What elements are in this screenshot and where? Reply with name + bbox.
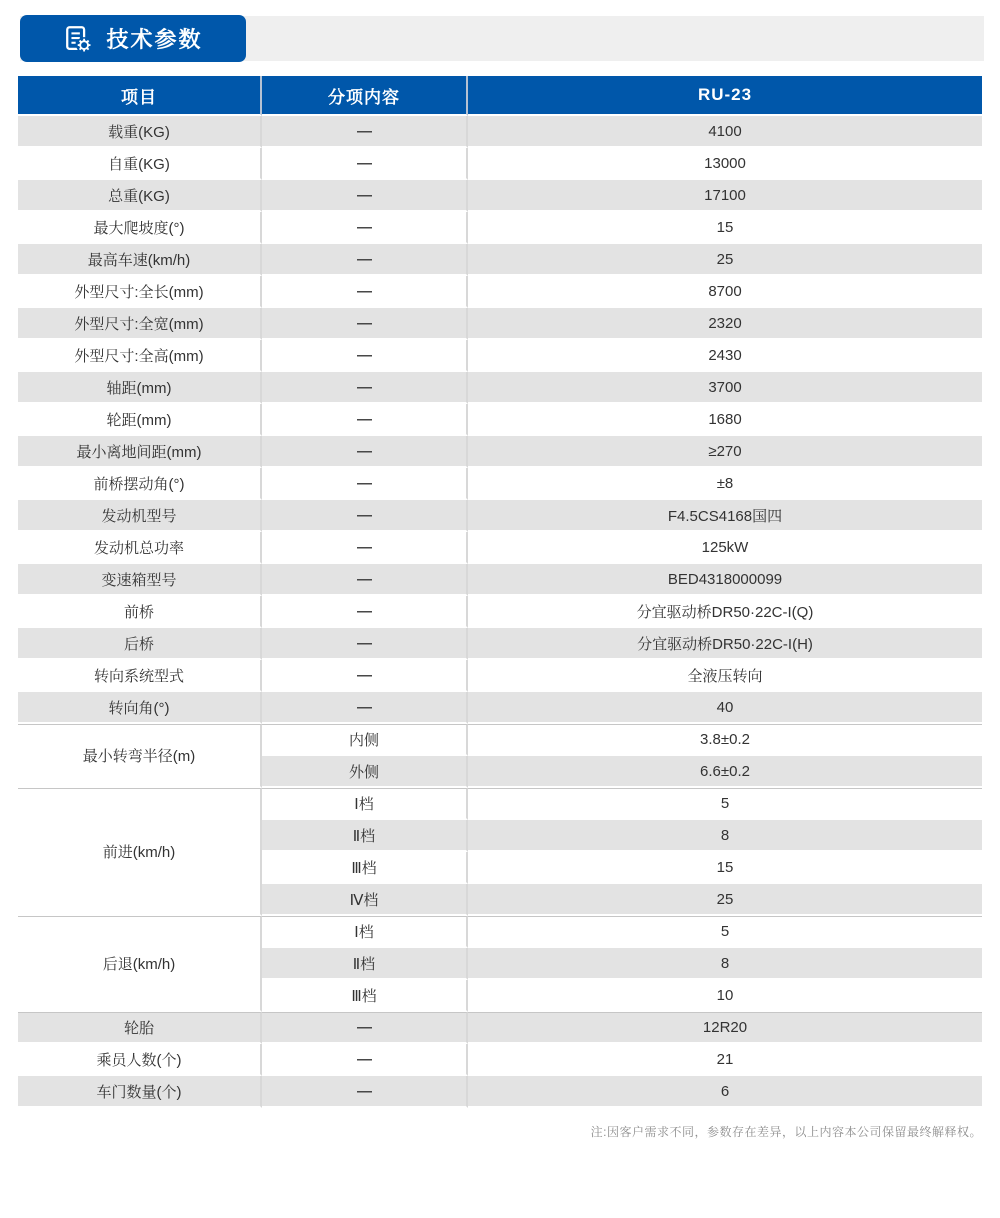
item-cell: 发动机总功率 bbox=[18, 532, 262, 564]
sub-cell: — bbox=[262, 244, 468, 276]
item-cell: 最大爬坡度(°) bbox=[18, 212, 262, 244]
sub-cell: — bbox=[262, 372, 468, 404]
value-cell: ≥270 bbox=[468, 436, 982, 468]
item-cell: 发动机型号 bbox=[18, 500, 262, 532]
table-row bbox=[18, 628, 982, 660]
item-cell: 转向角(°) bbox=[18, 692, 262, 724]
sub-cell: — bbox=[262, 148, 468, 180]
table-row bbox=[18, 372, 982, 404]
sub-cell: — bbox=[262, 1012, 468, 1044]
value-cell: BED4318000099 bbox=[468, 564, 982, 596]
value-cell: 8700 bbox=[468, 276, 982, 308]
value-cell: 6.6±0.2 bbox=[468, 756, 982, 788]
table-row bbox=[18, 180, 982, 212]
table-row bbox=[18, 916, 982, 948]
sub-cell: — bbox=[262, 308, 468, 340]
table-row bbox=[18, 148, 982, 180]
value-cell: 3700 bbox=[468, 372, 982, 404]
value-cell: 2320 bbox=[468, 308, 982, 340]
item-cell: 最小离地间距(mm) bbox=[18, 436, 262, 468]
value-cell: 分宜驱动桥DR50·22C-I(H) bbox=[468, 628, 982, 660]
table-row bbox=[18, 212, 982, 244]
table-row bbox=[18, 660, 982, 692]
item-cell: 轴距(mm) bbox=[18, 372, 262, 404]
value-cell: 8 bbox=[468, 820, 982, 852]
footer-note: 注:因客户需求不同，参数存在差异，以上内容本公司保留最终解释权。 bbox=[590, 1125, 982, 1139]
table-row bbox=[18, 1076, 982, 1108]
section-title-tab bbox=[20, 15, 246, 62]
table-header-row bbox=[18, 76, 982, 116]
col-header-model: RU-23 bbox=[468, 76, 982, 116]
col-header-sub: 分项内容 bbox=[262, 76, 468, 116]
value-cell: 40 bbox=[468, 692, 982, 724]
item-cell: 转向系统型式 bbox=[18, 660, 262, 692]
value-cell: 1680 bbox=[468, 404, 982, 436]
value-cell: 4100 bbox=[468, 116, 982, 148]
sub-cell: — bbox=[262, 660, 468, 692]
value-cell: 21 bbox=[468, 1044, 982, 1076]
table-row bbox=[18, 468, 982, 500]
sub-cell: 内侧 bbox=[262, 724, 468, 756]
sub-cell: 外侧 bbox=[262, 756, 468, 788]
table-row bbox=[18, 724, 982, 756]
item-cell: 轮胎 bbox=[18, 1012, 262, 1044]
table-row bbox=[18, 692, 982, 724]
spec-sheet-gear-icon bbox=[63, 24, 93, 54]
sub-cell: Ⅰ档 bbox=[262, 788, 468, 820]
value-cell: ±8 bbox=[468, 468, 982, 500]
item-cell: 乘员人数(个) bbox=[18, 1044, 262, 1076]
value-cell: 15 bbox=[468, 212, 982, 244]
table-row bbox=[18, 308, 982, 340]
sub-cell: — bbox=[262, 1076, 468, 1108]
sub-cell: — bbox=[262, 468, 468, 500]
item-cell: 载重(KG) bbox=[18, 116, 262, 148]
sub-cell: — bbox=[262, 116, 468, 148]
item-cell: 最小转弯半径(m) bbox=[18, 724, 262, 788]
table-row bbox=[18, 244, 982, 276]
value-cell: 25 bbox=[468, 244, 982, 276]
sub-cell: Ⅲ档 bbox=[262, 852, 468, 884]
sub-cell: — bbox=[262, 596, 468, 628]
sub-cell: Ⅱ档 bbox=[262, 820, 468, 852]
value-cell: 5 bbox=[468, 916, 982, 948]
table-row bbox=[18, 1012, 982, 1044]
value-cell: 6 bbox=[468, 1076, 982, 1108]
value-cell: 全液压转向 bbox=[468, 660, 982, 692]
sub-cell: — bbox=[262, 1044, 468, 1076]
sub-cell: — bbox=[262, 340, 468, 372]
value-cell: 8 bbox=[468, 948, 982, 980]
table-row bbox=[18, 788, 982, 820]
item-cell: 后桥 bbox=[18, 628, 262, 660]
value-cell: 2430 bbox=[468, 340, 982, 372]
value-cell: 25 bbox=[468, 884, 982, 916]
sub-cell: Ⅲ档 bbox=[262, 980, 468, 1012]
sub-cell: — bbox=[262, 276, 468, 308]
item-cell: 最高车速(km/h) bbox=[18, 244, 262, 276]
sub-cell: Ⅰ档 bbox=[262, 916, 468, 948]
value-cell: 10 bbox=[468, 980, 982, 1012]
section-header bbox=[0, 0, 1000, 76]
sub-cell: — bbox=[262, 564, 468, 596]
sub-cell: — bbox=[262, 404, 468, 436]
value-cell: 15 bbox=[468, 852, 982, 884]
sub-cell: — bbox=[262, 628, 468, 660]
table-row bbox=[18, 1044, 982, 1076]
value-cell: 分宜驱动桥DR50·22C-I(Q) bbox=[468, 596, 982, 628]
section-title: 技术参数 bbox=[106, 27, 203, 52]
item-cell: 轮距(mm) bbox=[18, 404, 262, 436]
value-cell: 125kW bbox=[468, 532, 982, 564]
sub-cell: — bbox=[262, 212, 468, 244]
table-row bbox=[18, 596, 982, 628]
item-cell: 车门数量(个) bbox=[18, 1076, 262, 1108]
item-cell: 前桥摆动角(°) bbox=[18, 468, 262, 500]
item-cell: 前桥 bbox=[18, 596, 262, 628]
value-cell: 5 bbox=[468, 788, 982, 820]
table-row bbox=[18, 500, 982, 532]
item-cell: 自重(KG) bbox=[18, 148, 262, 180]
sub-cell: — bbox=[262, 436, 468, 468]
item-cell: 外型尺寸:全长(mm) bbox=[18, 276, 262, 308]
value-cell: 3.8±0.2 bbox=[468, 724, 982, 756]
table-row bbox=[18, 276, 982, 308]
col-header-item: 项目 bbox=[18, 76, 262, 116]
table-row bbox=[18, 116, 982, 148]
item-cell: 变速箱型号 bbox=[18, 564, 262, 596]
sub-cell: — bbox=[262, 180, 468, 212]
value-cell: 13000 bbox=[468, 148, 982, 180]
item-cell: 前进(km/h) bbox=[18, 788, 262, 916]
sub-cell: Ⅱ档 bbox=[262, 948, 468, 980]
value-cell: F4.5CS4168国四 bbox=[468, 500, 982, 532]
sub-cell: Ⅳ档 bbox=[262, 884, 468, 916]
sub-cell: — bbox=[262, 500, 468, 532]
item-cell: 外型尺寸:全高(mm) bbox=[18, 340, 262, 372]
table-row bbox=[18, 340, 982, 372]
table-row bbox=[18, 436, 982, 468]
table-row bbox=[18, 532, 982, 564]
value-cell: 17100 bbox=[468, 180, 982, 212]
sub-cell: — bbox=[262, 692, 468, 724]
item-cell: 总重(KG) bbox=[18, 180, 262, 212]
spec-table bbox=[18, 76, 982, 1108]
table-row bbox=[18, 564, 982, 596]
table-row bbox=[18, 404, 982, 436]
value-cell: 12R20 bbox=[468, 1012, 982, 1044]
item-cell: 后退(km/h) bbox=[18, 916, 262, 1012]
item-cell: 外型尺寸:全宽(mm) bbox=[18, 308, 262, 340]
sub-cell: — bbox=[262, 532, 468, 564]
